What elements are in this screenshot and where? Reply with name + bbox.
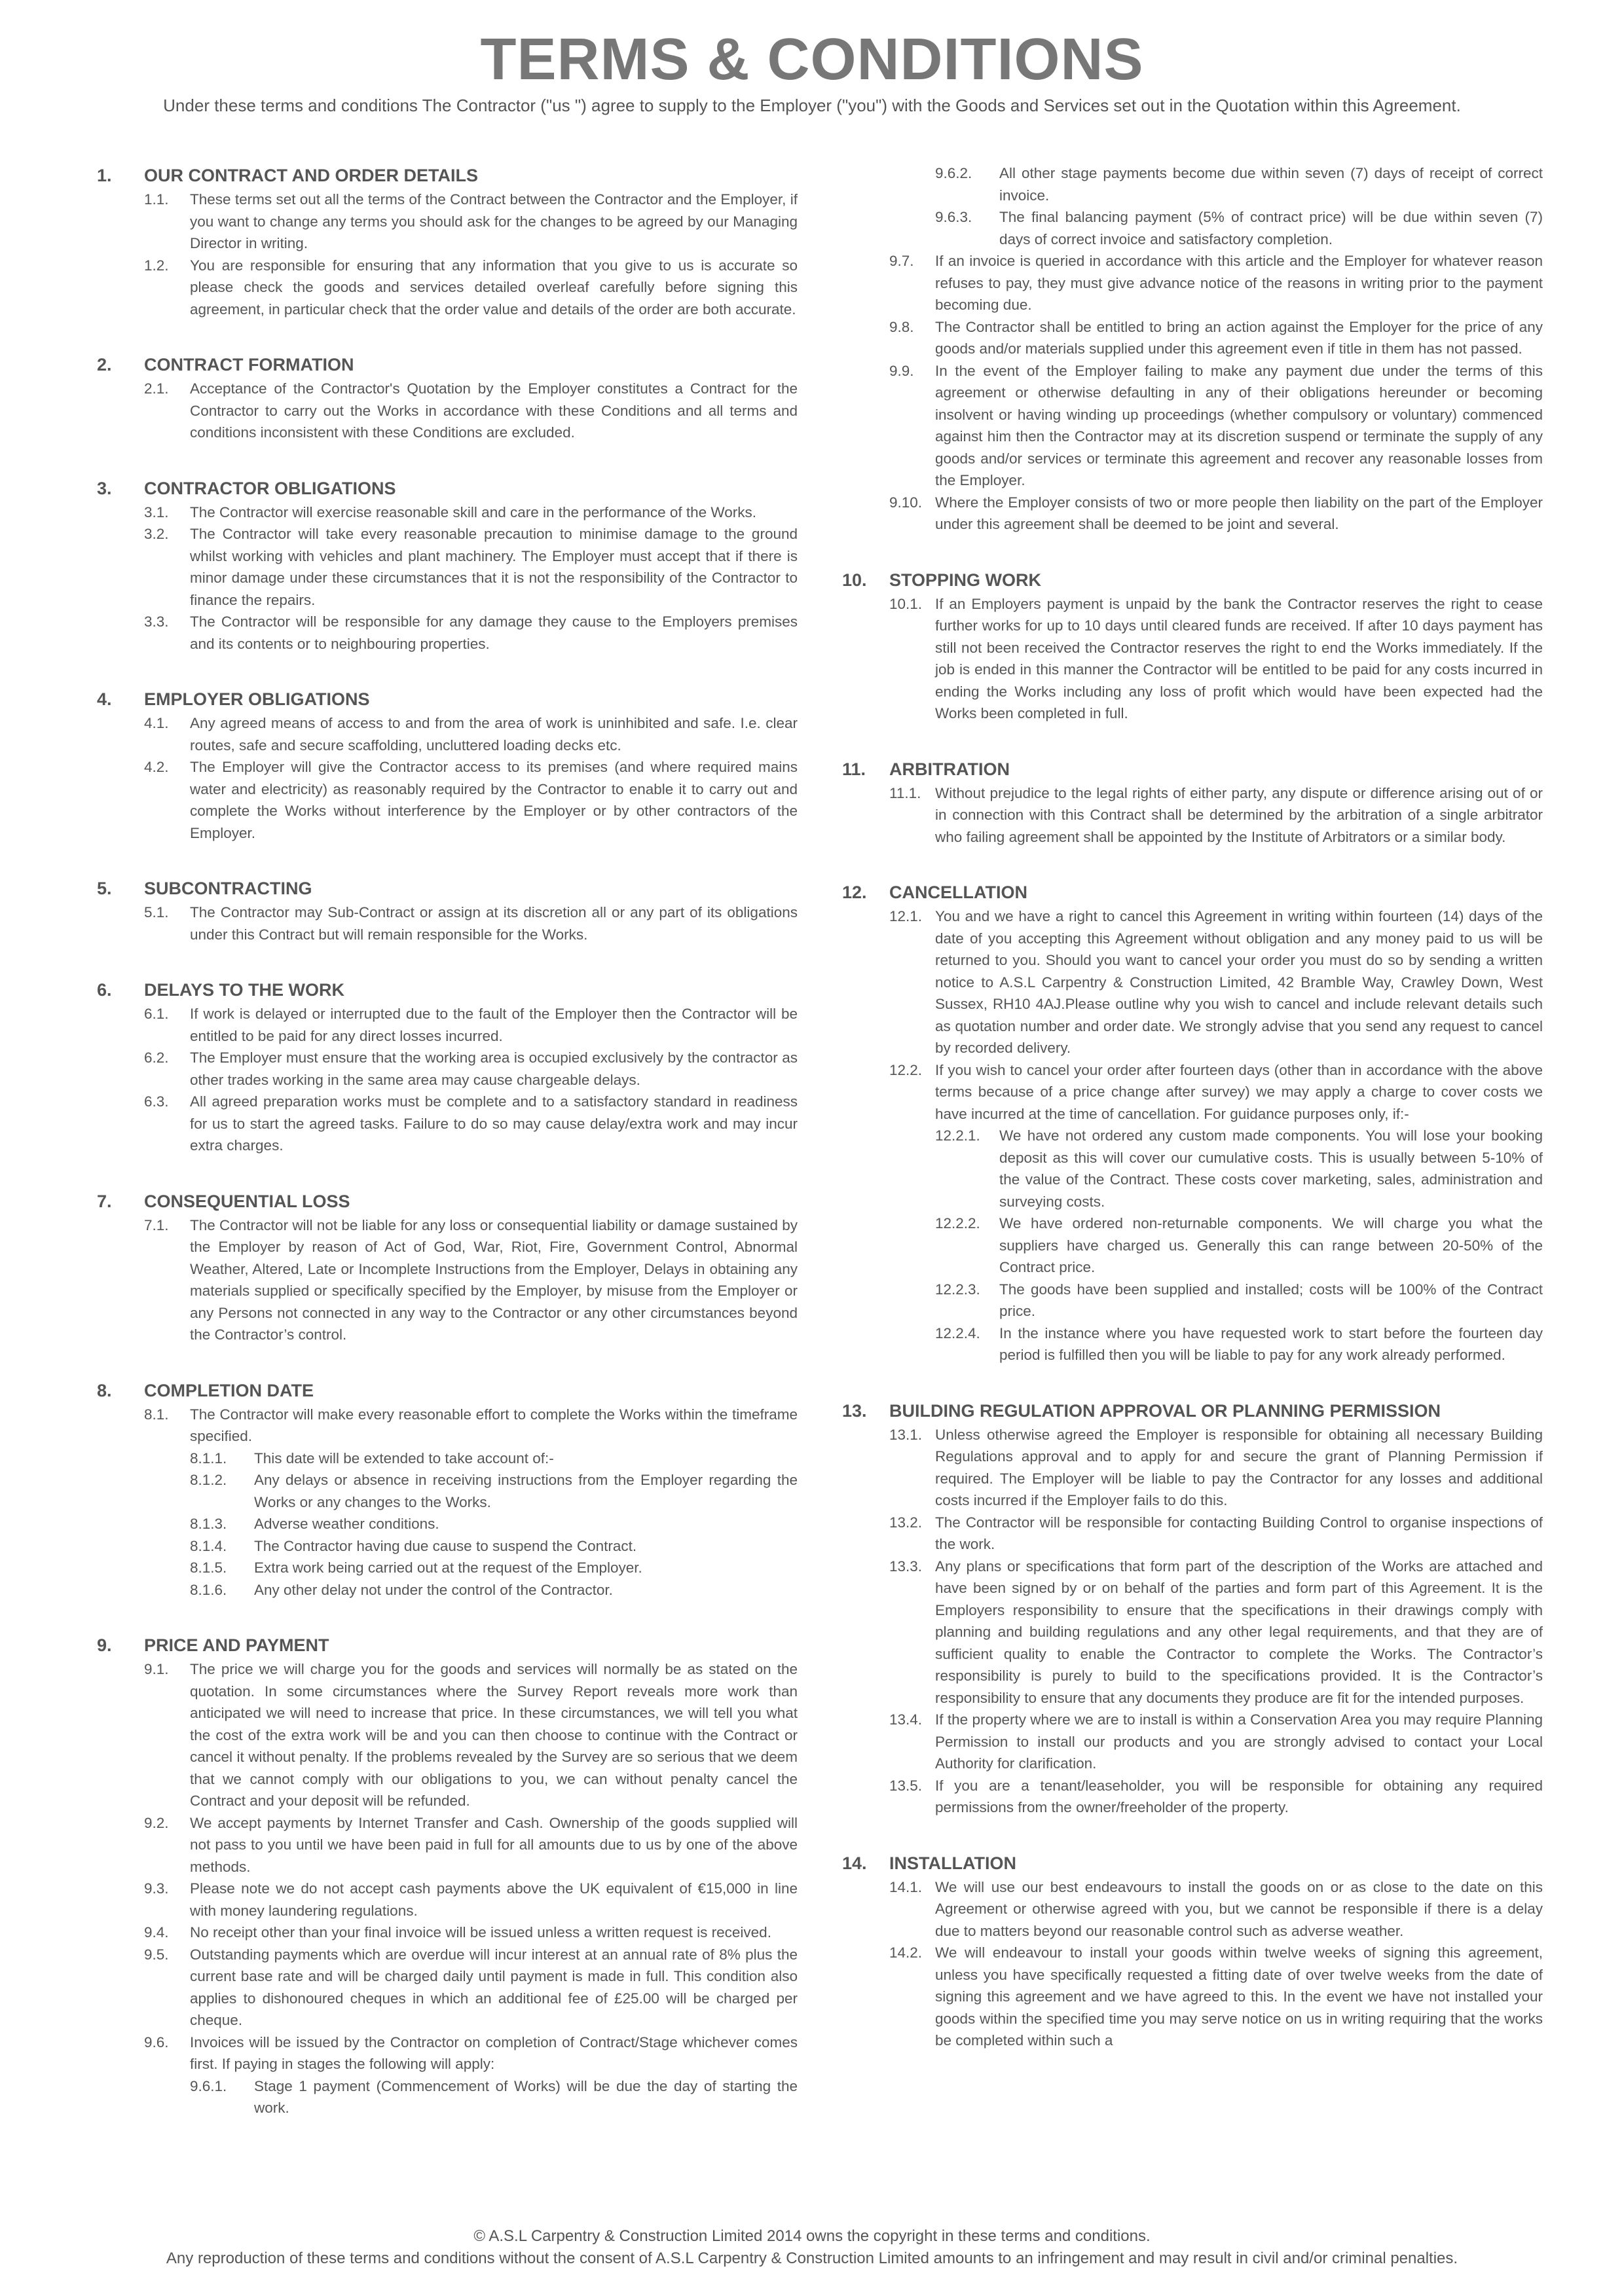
section-continuation	[842, 162, 1543, 536]
subclause	[97, 1513, 798, 1535]
clause-text: We accept payments by Internet Transfer and Cash. Ownership of the goods supplied will not pass to you until we have been paid in full for all amounts due to us by one of the above methods.	[190, 1814, 798, 1875]
clause-number: 9.7.	[889, 253, 914, 269]
clause-text: Acceptance of the Contractor's Quotation by the Employer constitutes a Contract for the Contractor to carry out the Works in accordance with these Conditions and all terms and conditions inconsistent with these Conditions are excluded.	[190, 380, 798, 441]
section-heading	[842, 756, 1543, 782]
clause-number: 13.2.	[889, 1514, 923, 1531]
clause	[842, 250, 1543, 316]
section-title: INSTALLATION	[889, 1853, 1016, 1873]
clause	[842, 1709, 1543, 1775]
intro-text: Under these terms and conditions The Contractor ("us ") agree to supply to the Employer ("you") with the Goods and Services set out in the Quotation within this Agreement.	[163, 96, 1461, 115]
clause-number: 9.8.	[889, 318, 914, 335]
clause-text: Without prejudice to the legal rights of either party, any dispute or difference arising out of or in connection with this Contract shall be determined by the arbitration of a single arbitrator who failing agreement shall be appointed by the Institute of Arbitrators or a similar body.	[935, 784, 1543, 845]
subclause-number: 8.1.2.	[190, 1472, 227, 1488]
clause-text: If an Employers payment is unpaid by the bank the Contractor reserves the right to cease further works for up to 10 days until cleared funds are received. If after 10 days payment has still not been received the Contractor reserves the right to end the Works immediately. If the job is ended in this manner the Contractor will be entitled to be paid for any costs incurred in ending the Works including any loss of profit which would have been expected had the Works been completed in full.	[935, 595, 1543, 721]
section-heading	[842, 1398, 1543, 1424]
clause-text: If you are a tenant/leaseholder, you will be responsible for obtaining any required permissions from the owner/freeholder of the property.	[935, 1777, 1543, 1815]
subclause-text: We have not ordered any custom made components. You will lose your booking deposit as this will cover our cumulative costs. This is usually between 5-10% of the value of the Contract. These costs cover marketing, sales, administration and surveying costs.	[999, 1127, 1543, 1210]
clause	[97, 712, 798, 756]
clause-number: 13.4.	[889, 1711, 923, 1728]
right-column	[842, 162, 1543, 2083]
subclause-number: 12.2.4.	[935, 1324, 980, 1341]
subclause-text: Extra work being carried out at the request of the Employer.	[254, 1559, 642, 1576]
subclause-number: 12.2.1.	[935, 1127, 980, 1144]
clause-text: These terms set out all the terms of the Contract between the Contractor and the Employer, if you want to change any terms you should ask for the changes to be agreed by our Managing Director in writing.	[190, 191, 798, 251]
section-number: 8.	[97, 1380, 112, 1400]
clause-text: Please note we do not accept cash payments above the UK equivalent of €15,000 in line with money laundering regulations.	[190, 1880, 798, 1919]
clause	[97, 1944, 798, 2032]
subclause	[842, 162, 1543, 206]
clause-number: 12.2.	[889, 1061, 923, 1078]
subclause-number: 9.6.2.	[935, 165, 972, 181]
section-heading	[97, 475, 798, 501]
subclause	[97, 1579, 798, 1601]
subclause-number: 9.6.3.	[935, 209, 972, 225]
clause-number: 9.2.	[144, 1814, 169, 1831]
clause-number: 14.1.	[889, 1878, 923, 1895]
section-heading	[97, 162, 798, 189]
section-number: 1.	[97, 166, 112, 185]
clause-number: 3.1.	[144, 503, 169, 520]
clause-text: We will use our best endeavours to install the goods on or as close to the date on this Agreement or otherwise agreed with you, but we cannot be responsible if there is a delay due to matters beyond our reasonable control such as adverse weather.	[935, 1878, 1543, 1939]
clause-number: 2.1.	[144, 380, 169, 397]
clause	[842, 1556, 1543, 1709]
clause-text: The Employer must ensure that the working area is occupied exclusively by the contractor as other trades working in the same area may cause chargeable delays.	[190, 1049, 798, 1088]
clause	[97, 1003, 798, 1047]
clause-number: 1.1.	[144, 191, 169, 208]
section-title: CONTRACTOR OBLIGATIONS	[144, 478, 396, 498]
clause-text: Unless otherwise agreed the Employer is responsible for obtaining all necessary Building Regulations approval and to apply for and secure the grant of Planning Permission if required. The Employer will be liable to pay the Contractor for any losses and additional costs incurred if the Employer fails to do this.	[935, 1426, 1543, 1508]
section	[842, 567, 1543, 725]
clause	[97, 255, 798, 321]
section	[97, 977, 798, 1157]
section	[97, 1377, 798, 1601]
clause	[842, 782, 1543, 848]
copyright-line: © A.S.L Carpentry & Construction Limited 2014 owns the copyright in these terms and conditions.	[473, 2227, 1151, 2245]
clause	[842, 1424, 1543, 1512]
section	[842, 756, 1543, 848]
subclause-text: This date will be extended to take account of:-	[254, 1449, 554, 1467]
clause-number: 9.3.	[144, 1880, 169, 1897]
subclause	[97, 2075, 798, 2119]
clause-text: If work is delayed or interrupted due to the fault of the Employer then the Contractor will be entitled to be paid for any direct losses incurred.	[190, 1006, 798, 1044]
subclause-number: 8.1.1.	[190, 1449, 227, 1467]
clause-text: If you wish to cancel your order after fourteen days (other than in accordance with the above terms because of a price change after survey) we may apply a charge to cover costs we have incurred at the time of cancellation. For guidance purposes only, if:-	[935, 1061, 1543, 1122]
clause	[97, 1214, 798, 1346]
section-title: SUBCONTRACTING	[144, 879, 312, 898]
subclause-text: The goods have been supplied and installed; costs will be 100% of the Contract price.	[999, 1281, 1543, 1319]
page-title: TERMS & CONDITIONS	[480, 27, 1144, 92]
subclause	[97, 1448, 798, 1470]
section-heading	[97, 1632, 798, 1658]
section	[842, 1398, 1543, 1819]
section-heading	[842, 879, 1543, 905]
subclause-number: 12.2.3.	[935, 1281, 980, 1298]
clause-number: 4.1.	[144, 715, 169, 731]
section-title: STOPPING WORK	[889, 570, 1042, 590]
left-column	[97, 162, 798, 2151]
clause	[97, 2032, 798, 2075]
clause-text: If an invoice is queried in accordance with this article and the Employer for whatever reason refuses to pay, they must give advance notice of the reasons in writing prior to the payment becoming due.	[935, 253, 1543, 313]
clause-text: All agreed preparation works must be complete and to a satisfactory standard in readiness for us to start the agreed tasks. Failure to do so may cause delay/extra work and may incur extra charges.	[190, 1093, 798, 1154]
section	[97, 875, 798, 945]
section-number: 9.	[97, 1635, 112, 1655]
clause-text: The Employer will give the Contractor access to its premises (and where required mains water and electricity) as reasonably required by the Contractor to enable it to carry out and complete the Works without interference by the Employer or by other contractors of the Employer.	[190, 759, 798, 841]
subclause-text: The final balancing payment (5% of contract price) will be due within seven (7) days of correct invoice and satisfactory completion.	[999, 209, 1543, 247]
clause	[842, 360, 1543, 492]
clause	[842, 1876, 1543, 1942]
clause-text: If the property where we are to install is within a Conservation Area you may require Planning Permission to install our products and you are strongly advised to contact your Local Authority for clarification.	[935, 1711, 1543, 1772]
section-number: 6.	[97, 980, 112, 1000]
subclause	[842, 1212, 1543, 1279]
section-number: 7.	[97, 1191, 112, 1211]
clause-text: No receipt other than your final invoice will be issued unless a written request is received.	[190, 1924, 771, 1941]
clause-text: Invoices will be issued by the Contractor on completion of Contract/Stage whichever comes first. If paying in stages the following will apply:	[190, 2033, 798, 2072]
clause-text: The Contractor will be responsible for contacting Building Control to organise inspections of the work.	[935, 1514, 1543, 1552]
clause-number: 9.10.	[889, 494, 923, 511]
section	[97, 1632, 798, 2119]
section-number: 2.	[97, 355, 112, 374]
clause	[97, 1658, 798, 1812]
clause	[97, 1922, 798, 1944]
clause-number: 5.1.	[144, 904, 169, 920]
section	[97, 475, 798, 655]
subclause	[842, 1322, 1543, 1366]
clause-text: The Contractor will be responsible for any damage they cause to the Employers premises and its contents or to neighbouring properties.	[190, 613, 798, 652]
clause	[97, 1812, 798, 1878]
right-sections	[842, 567, 1543, 2052]
clause	[842, 1512, 1543, 1556]
subclause-text: Adverse weather conditions.	[254, 1516, 439, 1532]
section-heading	[97, 977, 798, 1003]
clause-number: 4.2.	[144, 759, 169, 775]
clause-number: 13.5.	[889, 1777, 923, 1794]
clause-number: 9.5.	[144, 1946, 169, 1963]
clause	[842, 593, 1543, 725]
subclause-number: 8.1.3.	[190, 1516, 227, 1532]
section-number: 14.	[842, 1853, 867, 1873]
subclause	[97, 1535, 798, 1558]
clause-number: 13.1.	[889, 1426, 923, 1443]
clause	[842, 1059, 1543, 1125]
clause-text: The Contractor may Sub-Contract or assign at its discretion all or any part of its obligations under this Contract but will remain responsible for the Works.	[190, 904, 798, 943]
clause-text: Outstanding payments which are overdue will incur interest at an annual rate of 8% plus the current base rate and will be charged daily until payment is made in full. This condition also applies to dishonoured cheques in which an additional fee of £25.00 will be charged per cheque.	[190, 1946, 798, 2028]
section-heading	[97, 1377, 798, 1404]
section-title: COMPLETION DATE	[144, 1380, 314, 1400]
subclause-number: 9.6.1.	[190, 2077, 227, 2094]
clause-text: We will endeavour to install your goods within twelve weeks of signing this agreement, unless you have specifically requested a fitting date of over twelve weeks from the date of signing this agreement and we have agreed to this. In the event we have not installed your goods within the specified time you may serve notice on us in writing requiring that the works be completed within such a	[935, 1944, 1543, 2049]
footer	[0, 2225, 1624, 2270]
clause	[97, 1878, 798, 1922]
clause	[97, 902, 798, 945]
section	[842, 879, 1543, 1366]
section-title: BUILDING REGULATION APPROVAL OR PLANNING PERMISSION	[889, 1400, 1441, 1421]
section-title: OUR CONTRACT AND ORDER DETAILS	[144, 166, 478, 185]
subclause-number: 8.1.6.	[190, 1581, 227, 1598]
clause-text: Any plans or specifications that form part of the description of the Works are attached and have been signed by or on behalf of the parties and form part of this Agreement. It is the Employers responsibility to ensure that the specifications in their drawings comply with planning and building regulations and any other legal requirements, and that they are of sufficient quality to enable the Contractor to complete the Works. The Contractor’s responsibility is purely to build to the specifications provided. It is the Contractor’s responsibility to ensure that any documents they produce are fit for the intended purposes.	[935, 1558, 1543, 1706]
clause-text: The Contractor will not be liable for any loss or consequential liability or damage sustained by the Employer by reason of Act of God, War, Riot, Fire, Government Control, Abnormal Weather, Altered, Late or Incomplete Instructions from the Employer, Delays in obtaining any materials supplied or specifically specified by the Employer, by misuse from the Employer or any Persons not connected in any way to the Contractor or any other circumstances beyond the Contractor’s control.	[190, 1216, 798, 1343]
clause-number: 13.3.	[889, 1558, 923, 1575]
clause	[97, 611, 798, 655]
section-title: CONSEQUENTIAL LOSS	[144, 1191, 350, 1211]
section-number: 10.	[842, 570, 867, 590]
clause-number: 12.1.	[889, 908, 923, 924]
section-title: DELAYS TO THE WORK	[144, 980, 345, 1000]
subclause-number: 12.2.2.	[935, 1215, 980, 1231]
clause	[97, 523, 798, 611]
clause-text: The Contractor will take every reasonable precaution to minimise damage to the ground whilst working with vehicles and plant machinery. The Employer must accept that if there is minor damage under these circumstances that it is not the responsibility of the Contractor to finance the repairs.	[190, 526, 798, 608]
clause-number: 9.6.	[144, 2033, 169, 2050]
clause-number: 9.1.	[144, 1661, 169, 1677]
clause-number: 9.9.	[889, 362, 914, 379]
section-heading	[97, 875, 798, 902]
clause-number: 6.2.	[144, 1049, 169, 1066]
section-number: 12.	[842, 883, 867, 902]
subclause-text: We have ordered non-returnable components. We will charge you what the suppliers have charged us. Generally this can range between 20-50% of the Contract price.	[999, 1215, 1543, 1275]
section-number: 3.	[97, 478, 112, 498]
clause	[97, 189, 798, 255]
section	[97, 352, 798, 444]
clause-number: 3.2.	[144, 526, 169, 542]
section-title: EMPLOYER OBLIGATIONS	[144, 689, 370, 709]
section	[842, 1850, 1543, 2052]
clause-text: In the event of the Employer failing to make any payment due under the terms of this agreement or otherwise defaulting in any of their obligations hereunder or becoming insolvent or having winding up proceedings (whether compulsory or voluntary) commenced against him then the Contractor may at its discretion suspend or terminate the supply of any goods and/or services or terminate this agreement and recover any reasonable losses from the Employer.	[935, 362, 1543, 488]
subclause	[97, 1557, 798, 1579]
section-title: PRICE AND PAYMENT	[144, 1635, 329, 1655]
clause-number: 14.2.	[889, 1944, 923, 1961]
clause-text: You are responsible for ensuring that any information that you give to us is accurate so please check the goods and services detailed overleaf carefully before signing this agreement, in particular check that the order value and details of the order are both accurate.	[190, 257, 798, 318]
subclause-number: 8.1.5.	[190, 1559, 227, 1576]
clause	[842, 905, 1543, 1059]
clause-text: You and we have a right to cancel this Agreement in writing within fourteen (14) days of the date of you accepting this Agreement without obligation and any money paid to us will be returned to you. Should you want to cancel your order you must do so by sending a written notice to A.S.L Carpentry & Construction Limited, 42 Bramble Way, Crawley Down, West Sussex, RH10 4AJ.Please outline why you wish to cancel and include relevant details such as quotation number and order date. We strongly advise that you send any request to cancel by recorded delivery.	[935, 908, 1543, 1056]
section-heading	[97, 686, 798, 712]
clause	[97, 1404, 798, 1448]
clause-number: 3.3.	[144, 613, 169, 630]
section	[97, 686, 798, 844]
section-number: 11.	[842, 759, 866, 779]
subclause-text: Any other delay not under the control of the Contractor.	[254, 1581, 613, 1598]
section-title: CANCELLATION	[889, 883, 1027, 902]
clause-text: The Contractor shall be entitled to bring an action against the Employer for the price of any goods and/or materials supplied under this agreement even if title in them has not passed.	[935, 318, 1543, 357]
reproduction-notice: Any reproduction of these terms and conditions without the consent of A.S.L Carpentry & Construction Limited amounts to an infringement and may result in civil and/or criminal penalties.	[166, 2250, 1458, 2267]
subclause	[97, 1469, 798, 1513]
subclause	[842, 1279, 1543, 1322]
clause-text: The price we will charge you for the goods and services will normally be as stated on the quotation. In some circumstances where the Survey Report reveals more work than anticipated we will need to increase that price. In these circumstances, we will tell you what the cost of the extra work will be and you can then choose to continue with the Contract or cancel it without penalty. If the problems revealed by the Survey are so serious that we deem that we cannot comply with our obligations to you, we can without penalty cancel the Contract and your deposit will be refunded.	[190, 1661, 798, 1809]
clause	[97, 378, 798, 444]
section-heading	[97, 1188, 798, 1214]
clause	[842, 1942, 1543, 2052]
clause-text: The Contractor will make every reasonable effort to complete the Works within the timeframe specified.	[190, 1406, 798, 1444]
subclause	[842, 206, 1543, 250]
section	[97, 162, 798, 320]
subclause	[842, 1125, 1543, 1212]
section-title: CONTRACT FORMATION	[144, 355, 354, 374]
clause-number: 9.4.	[144, 1924, 169, 1941]
clause	[842, 1775, 1543, 1819]
clause	[97, 756, 798, 844]
clause-text: Where the Employer consists of two or more people then liability on the part of the Employer under this agreement shall be deemed to be joint and several.	[935, 494, 1543, 532]
clause-number: 10.1.	[889, 595, 923, 612]
clause-number: 6.1.	[144, 1006, 169, 1022]
clause	[97, 1091, 798, 1157]
subclause-text: All other stage payments become due within seven (7) days of receipt of correct invoice.	[999, 165, 1543, 204]
clause	[97, 501, 798, 524]
subclause-number: 8.1.4.	[190, 1537, 227, 1554]
clause-number: 8.1.	[144, 1406, 169, 1423]
section-heading	[842, 567, 1543, 593]
section-number: 4.	[97, 689, 112, 709]
clause	[842, 492, 1543, 536]
clause	[842, 316, 1543, 360]
clause-text: The Contractor will exercise reasonable skill and care in the performance of the Works.	[190, 503, 756, 520]
section-heading	[842, 1850, 1543, 1876]
section-heading	[97, 352, 798, 378]
subclause-text: Stage 1 payment (Commencement of Works) will be due the day of starting the work.	[254, 2077, 798, 2116]
subclause-text: In the instance where you have requested work to start before the fourteen day period is fulfilled then you will be liable to pay for any work already performed.	[999, 1324, 1543, 1363]
clause-number: 1.2.	[144, 257, 169, 274]
clause-number: 7.1.	[144, 1216, 169, 1233]
clause-number: 6.3.	[144, 1093, 169, 1110]
section	[97, 1188, 798, 1346]
section-number: 5.	[97, 879, 112, 898]
section-number: 13.	[842, 1400, 867, 1421]
subclause-text: The Contractor having due cause to suspend the Contract.	[254, 1537, 637, 1554]
clause-text: Any agreed means of access to and from the area of work is uninhibited and safe. I.e. clear routes, safe and secure scaffolding, uncluttered loading decks etc.	[190, 715, 798, 754]
clause-number: 11.1.	[889, 784, 921, 801]
section-title: ARBITRATION	[889, 759, 1010, 779]
clause	[97, 1047, 798, 1091]
subclause-text: Any delays or absence in receiving instructions from the Employer regarding the Works or any changes to the Works.	[254, 1472, 798, 1510]
